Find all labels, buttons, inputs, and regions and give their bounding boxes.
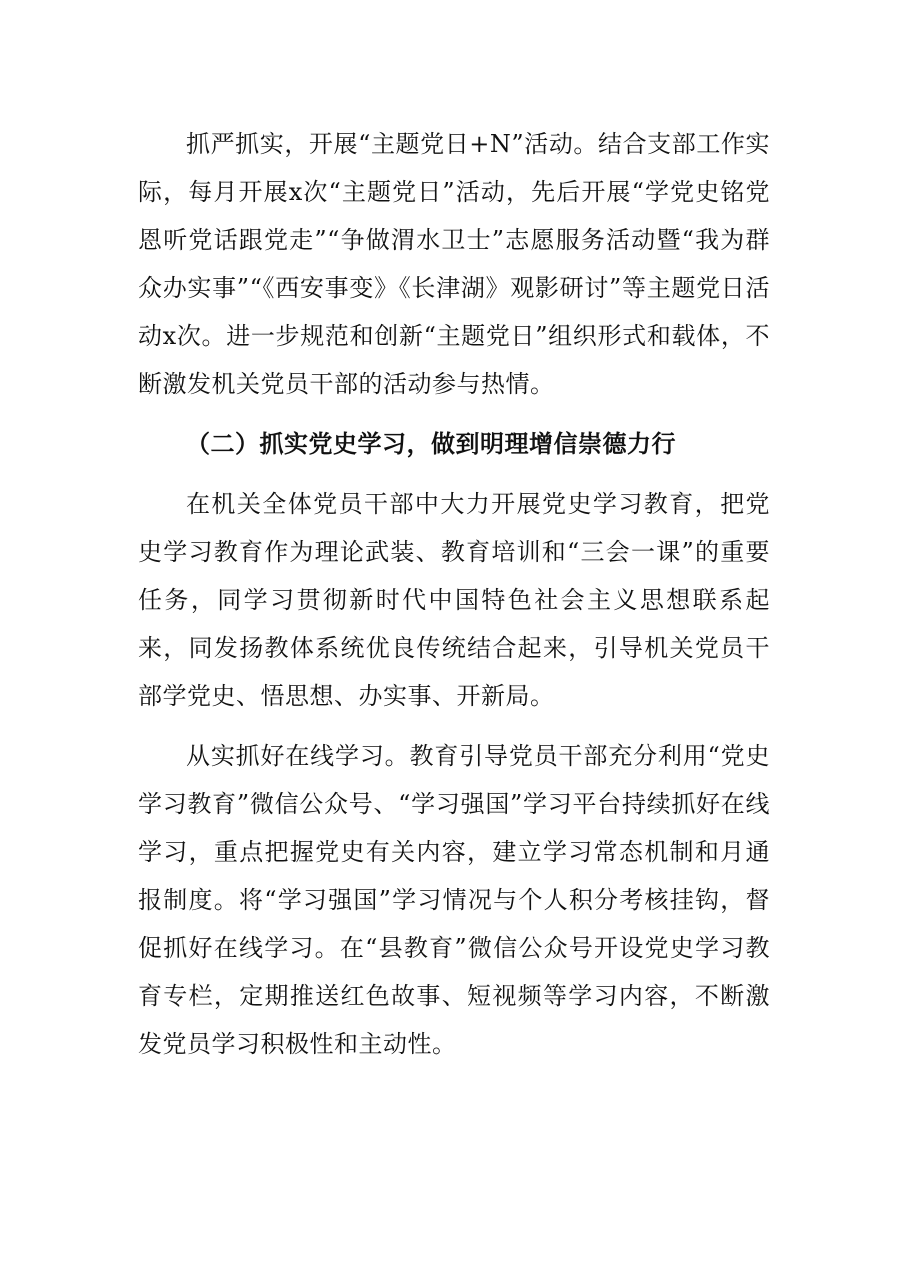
section-heading: （二）抓实党史学习，做到明理增信崇德力行 (186, 429, 676, 458)
document-page (138, 120, 770, 1068)
paragraph-party-history-study: 在机关全体党员干部中大力开展党史学习教育，把党史学习教育作为理论武装、教育培训和“三会一课”的重要任务，同学习贯彻新时代中国特色社会主义思想联系起来，同发扬教体系统优良传统结合起来，引导机关党员干部学党史、悟思想、办实事、开新局。 (138, 490, 770, 710)
paragraph-theme-party-day: 抓严抓实，开展“主题党日+N”活动。结合支部工作实际，每月开展x次“主题党日”活动，先后开展“学党史铭党恩听党话跟党走”“争做渭水卫士”志愿服务活动暨“我为群众办实事”“《西安事变》《长津湖》观影研讨”等主题党日活动x次。进一步规范和创新“主题党日”组织形式和载体，不断激发机关党员干部的活动参与热情。 (138, 130, 770, 398)
paragraph-online-learning: 从实抓好在线学习。教育引导党员干部充分利用“党史学习教育”微信公众号、“学习强国”学习平台持续抓好在线学习，重点把握党史有关内容，建立学习常态机制和月通报制度。将“学习强国”学习情况与个人积分考核挂钩，督促抓好在线学习。在“县教育”微信公众号开设党史学习教育专栏，定期推送红色故事、短视频等学习内容，不断激发党员学习积极性和主动性。 (138, 742, 770, 1058)
